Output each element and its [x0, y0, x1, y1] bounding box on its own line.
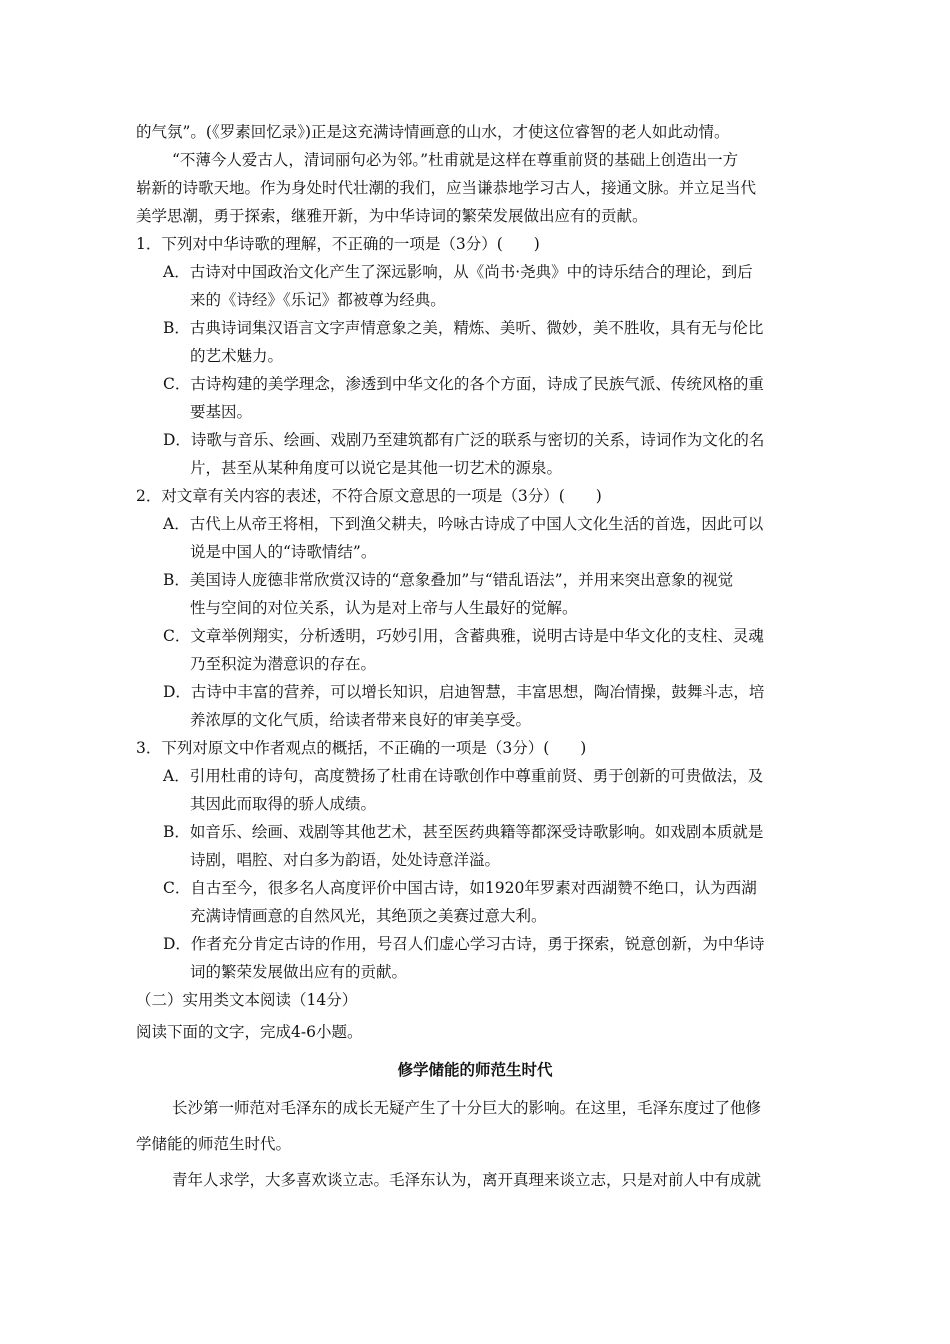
option-line: 养浓厚的文化气质，给读者带来良好的审美享受。 — [190, 711, 532, 729]
option-line: 性与空间的对位关系，认为是对上帝与人生最好的觉解。 — [190, 599, 578, 617]
option-line: 的艺术魅力。 — [190, 347, 284, 365]
option-line: A．古诗对中国政治文化产生了深远影响，从《尚书·尧典》中的诗乐结合的理论，到后 — [163, 263, 753, 281]
option-line: 乃至积淀为潜意识的存在。 — [190, 655, 377, 673]
option-line: 充满诗情画意的自然风光，其绝顶之美赛过意大利。 — [190, 907, 547, 925]
option-line: B．如音乐、绘画、戏剧等其他艺术，甚至医药典籍等都深受诗歌影响。如戏剧本质就是 — [163, 823, 764, 841]
paragraph-line: 学储能的师范生时代。 — [136, 1135, 292, 1153]
paragraph-line: 美学思潮，勇于探索，继雅开新，为中华诗词的繁荣发展做出应有的贡献。 — [136, 207, 648, 225]
option-line: D．诗歌与音乐、绘画、戏剧乃至建筑都有广泛的联系与密切的关系，诗词作为文化的名 — [163, 431, 765, 449]
section-heading: （二）实用类文本阅读（14分） — [136, 991, 358, 1009]
option-line: C．自古至今，很多名人高度评价中国古诗，如1920年罗素对西湖赞不绝口，认为西湖 — [163, 879, 757, 897]
option-line: B．美国诗人庞德非常欣赏汉诗的“意象叠加”与“错乱语法”，并用来突出意象的视觉 — [163, 571, 734, 589]
instruction-text: 阅读下面的文字，完成4-6小题。 — [136, 1023, 363, 1041]
option-line: 说是中国人的“诗歌情结”。 — [190, 543, 377, 561]
paragraph-line: 长沙第一师范对毛泽东的成长无疑产生了十分巨大的影响。在这里，毛泽东度过了他修 — [172, 1099, 762, 1117]
option-line: 其因此而取得的骄人成绩。 — [190, 795, 377, 813]
option-line: D．古诗中丰富的营养，可以增长知识，启迪智慧，丰富思想，陶冶情操，鼓舞斗志，培 — [163, 683, 765, 701]
question-stem: 2．对文章有关内容的表述，不符合原文意思的一项是（3分）( ) — [136, 487, 602, 505]
option-line: 词的繁荣发展做出应有的贡献。 — [190, 963, 408, 981]
paragraph-line: “不薄今人爱古人，清词丽句必为邻。”杜甫就是这样在尊重前贤的基础上创造出一方 — [172, 151, 739, 169]
question-stem: 1．下列对中华诗歌的理解，不正确的一项是（3分）( ) — [136, 235, 540, 253]
question-stem: 3．下列对原文中作者观点的概括，不正确的一项是（3分）( ) — [136, 739, 587, 757]
option-line: B．古典诗词集汉语言文字声情意象之美，精炼、美听、微妙，美不胜收，具有无与伦比 — [163, 319, 764, 337]
option-line: A．古代上从帝王将相，下到渔父耕夫，吟咏古诗成了中国人文化生活的首选，因此可以 — [163, 515, 764, 533]
paragraph-line: 崭新的诗歌天地。作为身处时代壮潮的我们，应当谦恭地学习古人，接通文脉。并立足当代 — [136, 179, 757, 197]
option-line: 要基因。 — [190, 403, 253, 421]
option-line: 来的《诗经》《乐记》都被尊为经典。 — [190, 291, 446, 309]
option-line: D．作者充分肯定古诗的作用，号召人们虚心学习古诗，勇于探索，锐意创新，为中华诗 — [163, 935, 765, 953]
option-line: 片，甚至从某种角度可以说它是其他一切艺术的源泉。 — [190, 459, 563, 477]
article-title: 修学储能的师范生时代 — [397, 1061, 553, 1079]
paragraph-line: 青年人求学，大多喜欢谈立志。毛泽东认为，离开真理来谈立志，只是对前人中有成就 — [172, 1171, 762, 1189]
option-line: C．古诗构建的美学理念，渗透到中华文化的各个方面，诗成了民族气派、传统风格的重 — [163, 375, 764, 393]
option-line: C．文章举例翔实，分析透明，巧妙引用，含蓄典雅，说明古诗是中华文化的支柱、灵魂 — [163, 627, 764, 645]
intro-line: 的气氛”。(《罗素回忆录》)正是这充满诗情画意的山水，才使这位睿智的老人如此动情。 — [136, 123, 730, 141]
option-line: 诗剧，唱腔、对白多为韵语，处处诗意洋溢。 — [190, 851, 501, 869]
option-line: A．引用杜甫的诗句，高度赞扬了杜甫在诗歌创作中尊重前贤、勇于创新的可贵做法，及 — [163, 767, 764, 785]
